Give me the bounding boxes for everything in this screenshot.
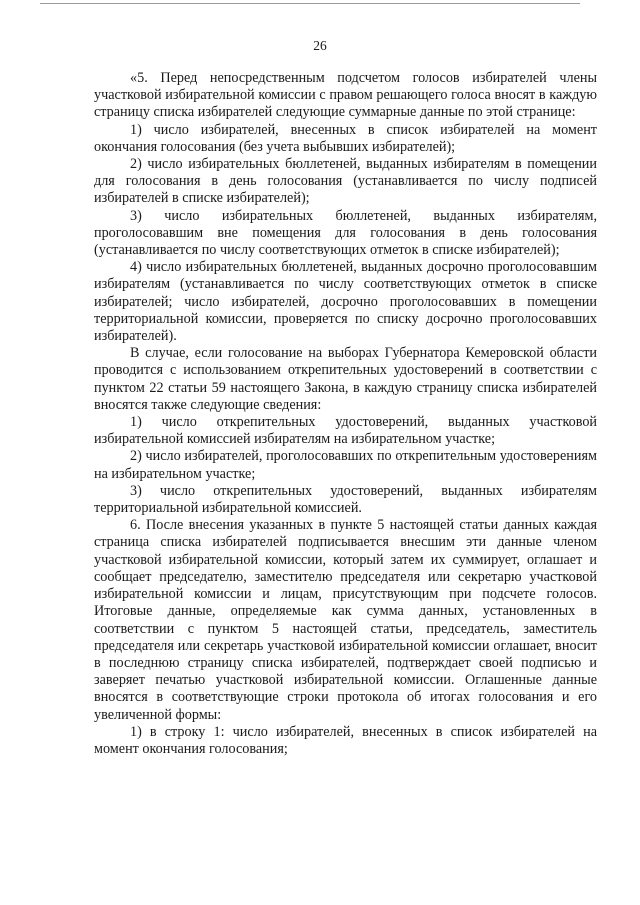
- paragraph-point-5-intro: «5. Перед непосредственным подсчетом голосов избирателей члены участковой избирательной комиссии с правом решающего голоса вносят в каждую страницу списка избирателей следующие суммарные данные по этой странице:: [94, 70, 597, 121]
- paragraph-item-1: 1) число избирателей, внесенных в список избирателей на момент окончания голосования (без учета выбывших избирателей);: [94, 121, 597, 155]
- paragraph-absentee-item-2: 2) число избирателей, проголосовавших по открепительным удостоверениям на избирательном участке;: [94, 448, 597, 482]
- document-body: [94, 70, 597, 758]
- paragraph-absentee-item-1: 1) число открепительных удостоверений, выданных участковой избирательной комиссией избирателям на избирательном участке;: [94, 414, 597, 448]
- top-border-line: [40, 3, 580, 4]
- paragraph-absentee-intro: В случае, если голосование на выборах Губернатора Кемеровской области проводится с использованием открепительных удостоверений в соответствии с пунктом 22 статьи 59 настоящего Закона, в каждую страницу списка избирателей вносятся также следующие сведения:: [94, 345, 597, 413]
- paragraph-item-2: 2) число избирательных бюллетеней, выданных избирателям в помещении для голосования в день голосования (устанавливается по числу подписей избирателей в списке избирателей);: [94, 156, 597, 207]
- paragraph-line-1: 1) в строку 1: число избирателей, внесенных в список избирателей на момент окончания голосования;: [94, 723, 597, 757]
- paragraph-item-4: 4) число избирательных бюллетеней, выданных досрочно проголосовавшим избирателям (устанавливается по числу соответствующих отметок в списке избирателей; число избирателей, досрочно проголосовавших в помещении территориальной комиссии, проверяется по списку досрочно проголосовавших избирателей).: [94, 259, 597, 345]
- paragraph-item-3: 3) число избирательных бюллетеней, выданных избирателям, проголосовавшим вне помещения для голосования в день голосования (устанавливается по числу соответствующих отметок в списке избирателей);: [94, 207, 597, 259]
- paragraph-absentee-item-3: 3) число открепительных удостоверений, выданных избирателям территориальной избирательной комиссией.: [94, 482, 597, 517]
- page-number: 26: [313, 38, 327, 53]
- paragraph-point-6: 6. После внесения указанных в пункте 5 настоящей статьи данных каждая страница списка избирателей подписывается внесшим эти данные членом участковой избирательной комиссии, который затем их суммирует, оглашает и сообщает председателю, заместителю председателя или секретарю участковой избирательной комиссии и лицам, присутствующим при подсчете голосов. Итоговые данные, определяемые как сумма данных, установленных в соответствии с пунктом 5 настоящей статьи, председатель, заместитель председателя или секретарь участковой избирательной комиссии оглашает, вносит в последнюю страницу списка избирателей, подтверждает своей подписью и заверяет печатью участковой избирательной комиссии. Оглашенные данные вносятся в соответствующие строки протокола об итогах голосования и его увеличенной формы:: [94, 517, 597, 723]
